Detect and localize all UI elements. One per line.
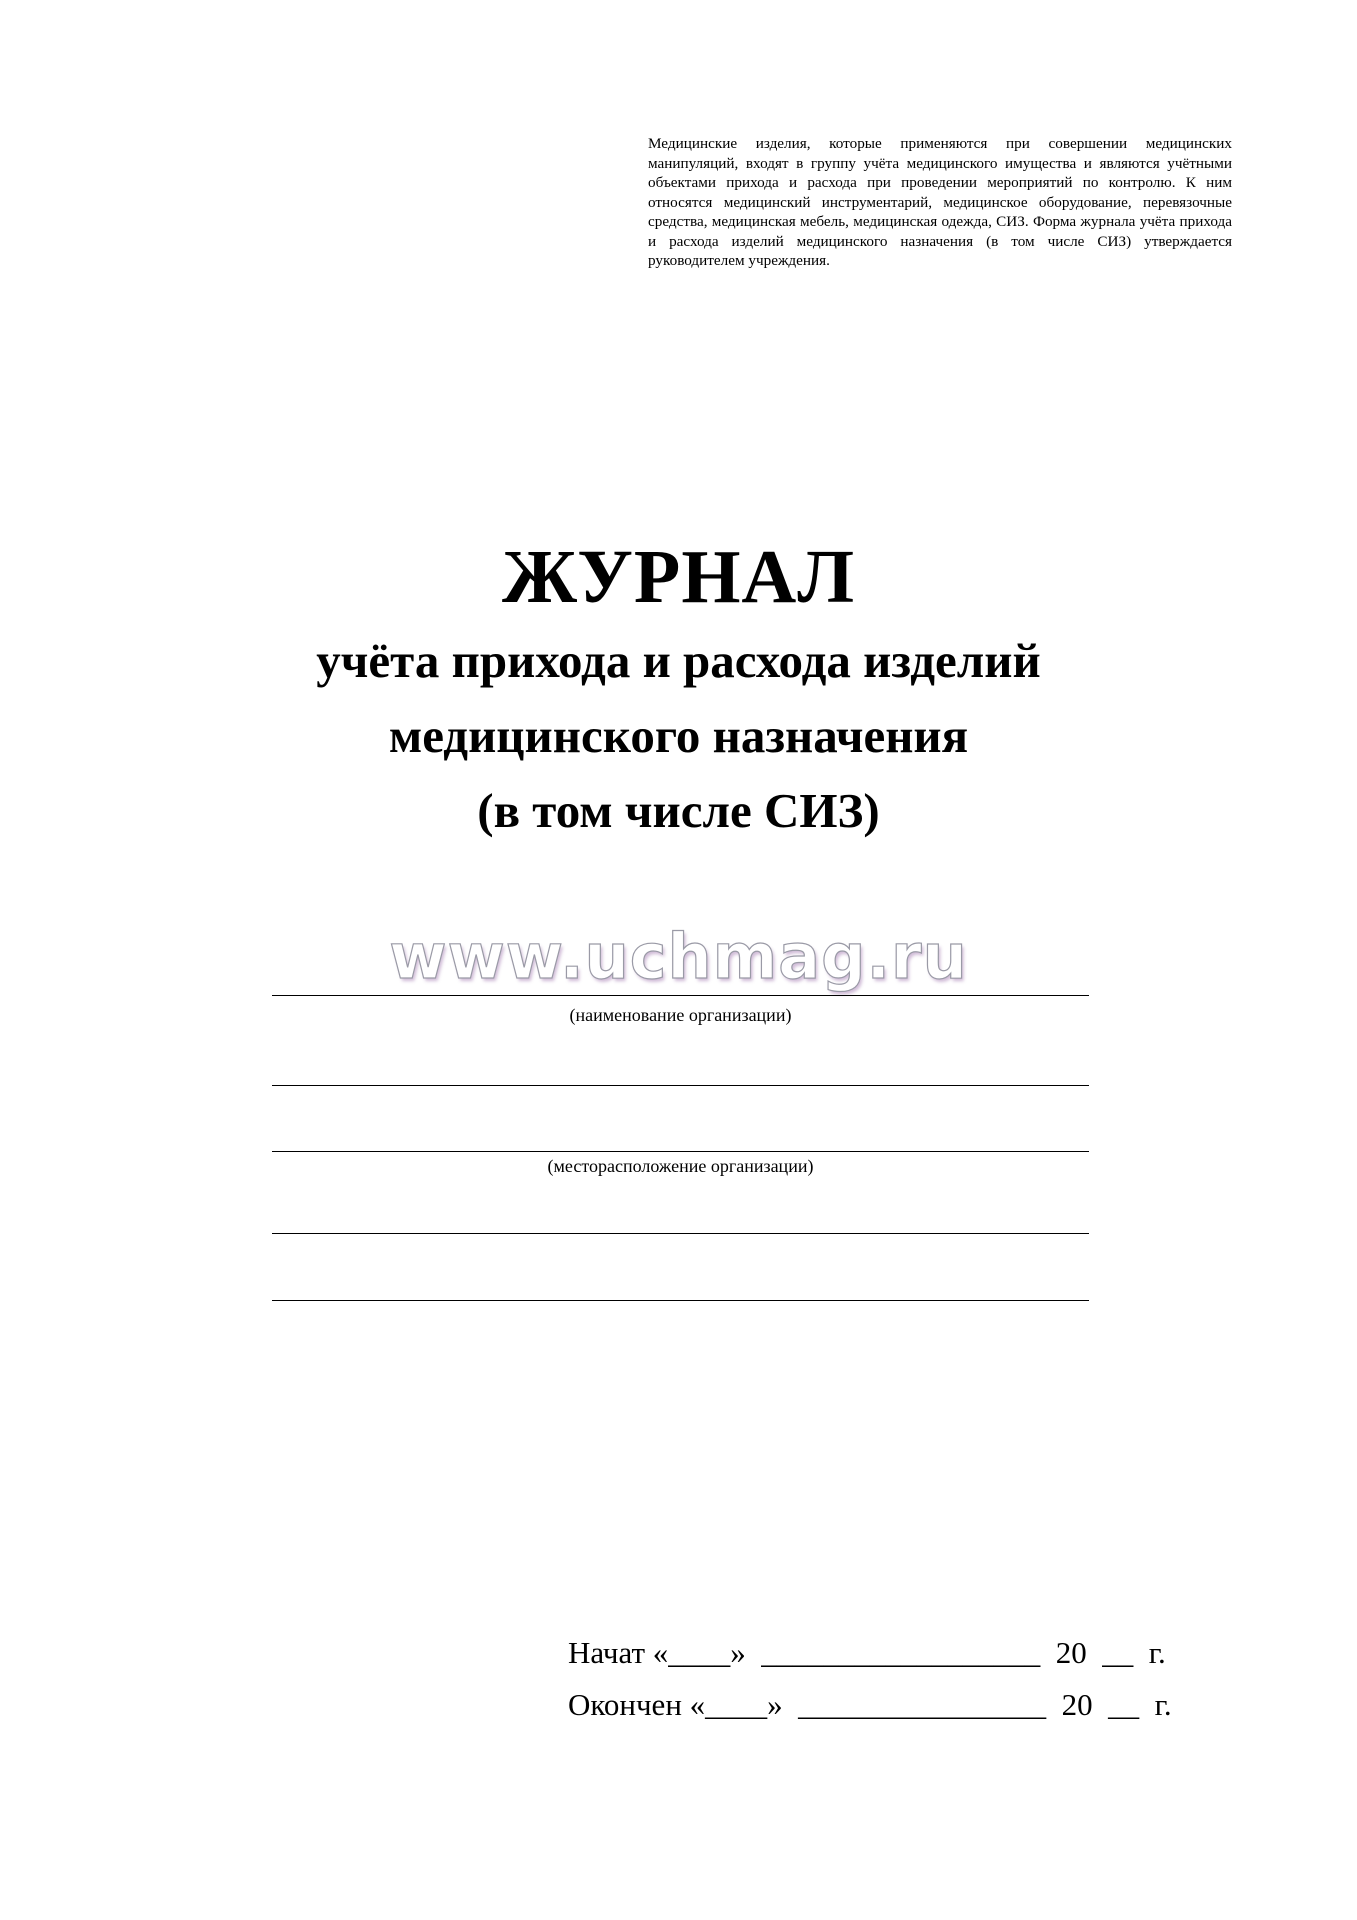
watermark: www.uchmag.ru: [389, 920, 968, 993]
journal-title: ЖУРНАЛ: [502, 535, 855, 619]
blank-line: [272, 1233, 1089, 1234]
organization-name-line: [272, 995, 1089, 996]
journal-subtitle-line-3: (в том числе СИЗ): [477, 783, 880, 838]
organization-location-line: [272, 1151, 1089, 1152]
organization-location-caption: (месторасположение организации): [547, 1156, 814, 1176]
journal-subtitle-line-2: медицинского назначения: [388, 708, 969, 763]
blank-line: [272, 1085, 1089, 1086]
blank-line: [272, 1300, 1089, 1301]
intro-note: Медицинские изделия, которые применяются при совершении медицинских манипуляций, входят в группу учёта медицинского имущества и являются учётными объектами прихода и расхода при проведении мероприятий по контролю. К ним относятся медицинский инструментарий, медицинское оборудование, перевязочные средства, медицинская мебель, медицинская одежда, СИЗ. Форма журнала учёта прихода и расхода изделий медицинского назначения (в том числе СИЗ) утверждается руководителем учреждения.: [648, 135, 1232, 269]
end-date-row: Окончен «____» ________________ 20 __ г.: [568, 1687, 1172, 1722]
organization-name-caption: (наименование организации): [569, 1005, 792, 1025]
journal-subtitle-line-1: учёта прихода и расхода изделий: [316, 633, 1041, 688]
start-date-row: Начат «____» __________________ 20 __ г.: [568, 1635, 1166, 1670]
